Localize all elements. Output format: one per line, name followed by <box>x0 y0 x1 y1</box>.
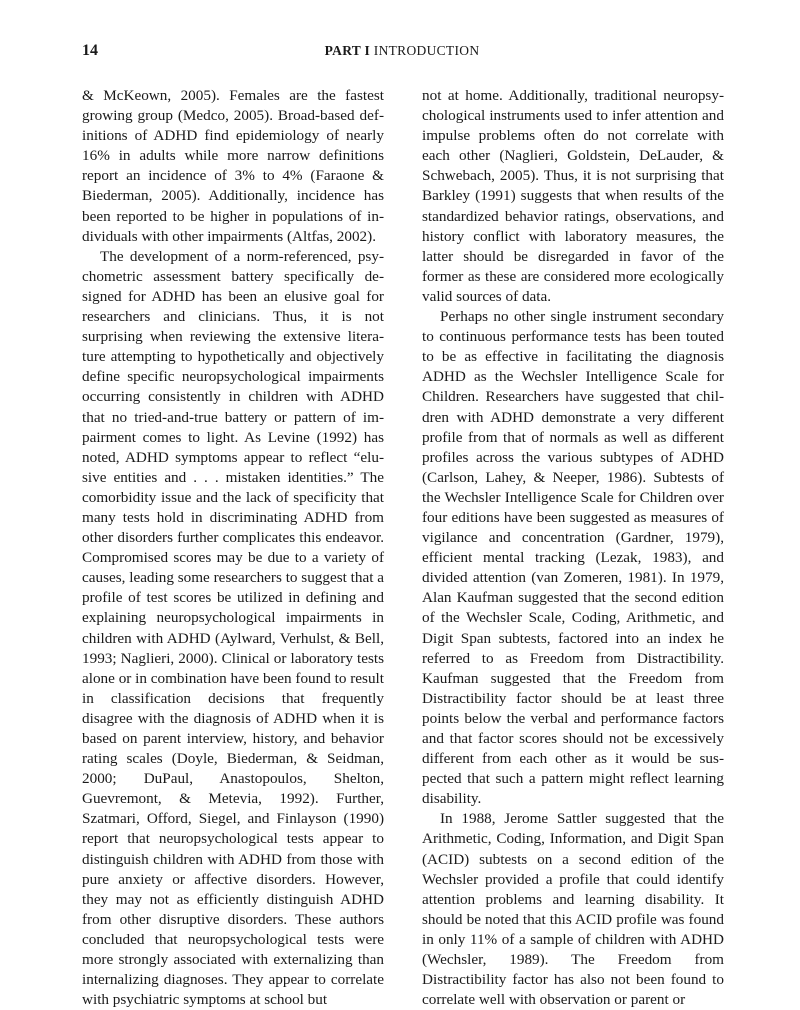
right-column <box>422 86 724 1010</box>
body-text <box>82 86 724 1010</box>
paragraph: The development of a norm-referenced, psychometric assessment battery specifically designed for ADHD has been an elusive goal for researchers and clinicians. Thus, it is not surprising when reviewing the extensive literature attempting to hypothetically and objectively define specific neuropsychological impairments occurring consistently in children with ADHD that no tried-and-true battery or pattern of impairment comes to light. As Levine (1992) has noted, ADHD symptoms appear to reflect “elusive entities and . . . mistaken identities.” The comorbidity issue and the lack of specificity that many tests hold in discriminating ADHD from other disorders further complicates this endeavor. Compromised scores may be due to a variety of causes, leading some researchers to suggest that a profile of test scores be utilized in defining and explaining neuropsychological impairments in children with ADHD (Aylward, Verhulst, & Bell, 1993; Naglieri, 2000). Clinical or laboratory tests alone or in combination have been found to result in classification decisions that frequently disagree with the diagnosis of ADHD when it is based on parent interview, history, and behavior rating scales (Doyle, Biederman, & Seidman, 2000; DuPaul, Anastopoulos, Shelton, Guevremont, & Metevia, 1992). Further, Szatmari, Offord, Siegel, and Finlayson (1990) report that neuropsychological tests appear to distinguish children with ADHD from those with pure anxiety or affective disorders. However, they may not as efficiently distinguish ADHD from other disruptive disorders. These authors concluded that neuropsychological tests were more strongly associated with externalizing than internalizing diagnoses. They appear to correlate with psychiatric symptoms at school but <box>82 247 384 1009</box>
paragraph: & McKeown, 2005). Females are the fastest growing group (Medco, 2005). Broad-based definitions of ADHD find epidemiology of nearly 16% in adults while more narrow definitions report an incidence of 3% to 4% (Faraone & Biederman, 2005). Additionally, incidence has been reported to be higher in populations of individuals with other impairments (Altfas, 2002). <box>82 87 384 245</box>
page-number: 14 <box>82 42 98 59</box>
paragraph: In 1988, Jerome Sattler suggested that the Arithmetic, Coding, Information, and Digit Span (ACID) subtests on a second edition of the Wechsler provided a profile that could identify attention problems and learning disability. It should be noted that this ACID profile was found in only 11% of a sample of children with ADHD (Wechsler, 1989). The Freedom from Distractibility factor has also not been found to correlate well with observation or parent or <box>422 810 724 1009</box>
paragraph: Perhaps no other single instrument secondary to continuous performance tests has been touted to be as effective in facilitating the diagnosis ADHD as the Wechsler Intelligence Scale for Children. Researchers have suggested that children with ADHD demonstrate a very different profile from that of normals as well as different profiles across the various subtypes of ADHD (Carlson, Lahey, & Neeper, 1986). Subtests of the Wechsler Intelligence Scale for Children over four editions have been suggested as measures of vigilance and concentration (Gardner, 1979), efficient mental tracking (Lezak, 1983), and divided attention (van Zomeren, 1981). In 1979, Alan Kaufman suggested that the second edition of the Wechsler Scale, Coding, Arithmetic, and Digit Span subtests, factored into an index he referred to as Freedom from Distractibility. Kaufman suggested that the Freedom from Distractibility factor should be at least three points below the verbal and performance factors and that factor scores should not be excessively different from each other as it would be suspected that such a pattern might reflect learning disability. <box>422 308 724 808</box>
paragraph: not at home. Additionally, traditional neuropsychological instruments used to infer attention and impulse problems often do not correlate with each other (Naglieri, Goldstein, DeLauder, & Schwebach, 2005). Thus, it is not surprising that Barkley (1991) suggests that when results of the standardized behavior ratings, observations, and history conflict with laboratory measures, the latter should be disregarded in favor of the former as these are considered more ecologically valid sources of data. <box>422 87 724 305</box>
running-head <box>82 43 722 59</box>
part-label: PART I <box>324 43 371 58</box>
left-column <box>82 86 384 1010</box>
page-header <box>82 42 722 64</box>
section-title: INTRODUCTION <box>373 43 480 58</box>
